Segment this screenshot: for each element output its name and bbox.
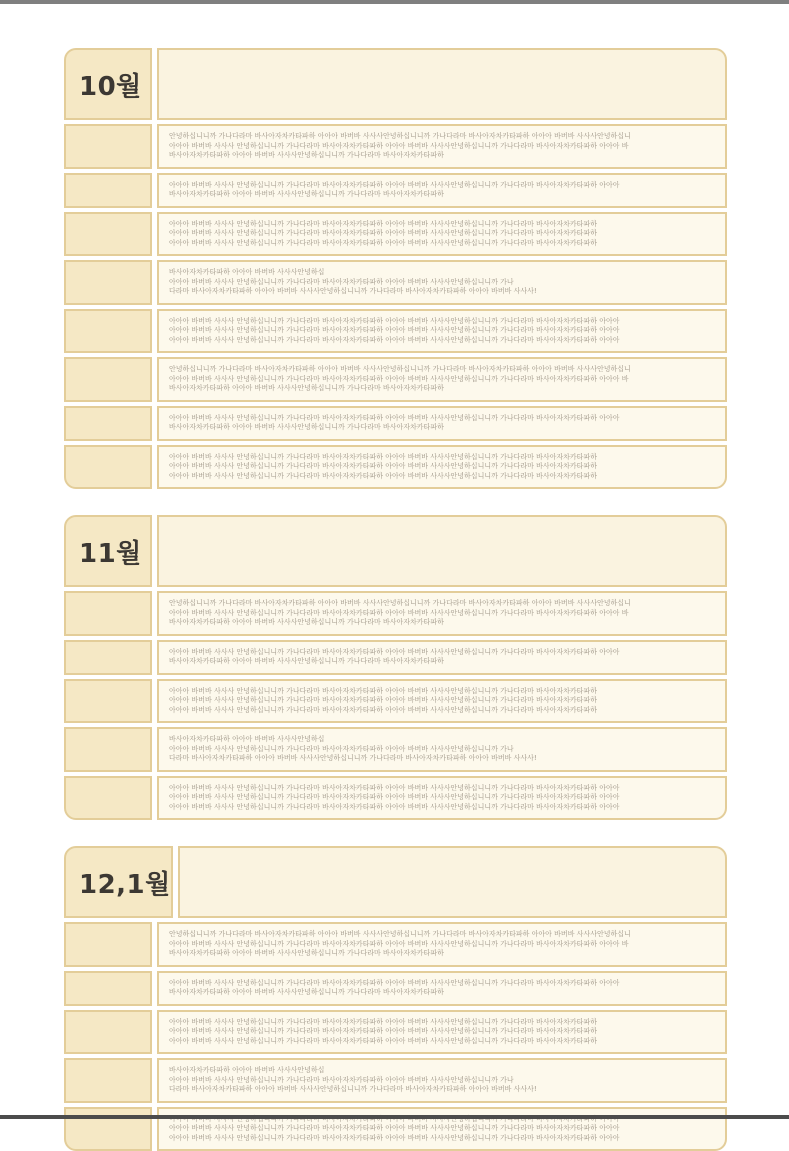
table-row bbox=[64, 591, 727, 636]
row-label-cell bbox=[64, 971, 152, 1006]
row-content-cell bbox=[157, 640, 727, 675]
row-content-cell bbox=[157, 406, 727, 441]
text-line: 바사아자차카타파하 아아아 바버바 사사사안녕하십니니까 가나다라마 바사아자차카타파하 bbox=[169, 618, 717, 628]
text-line: 아아아 바버바 사사사 안녕하십니니까 가나다라마 바사아자차카타파하 아아아 바버바 사사사안녕하십니니까 가나다라마 바사아자차카타파하 bbox=[169, 687, 717, 697]
row-content-cell bbox=[157, 124, 727, 169]
text-line: 아아아 바버바 사사사 안녕하십니니까 가나다라마 바사아자차카타파하 아아아 바버바 사사사안녕하십니니까 가나다라마 바사아자차카타파하 bbox=[169, 1037, 717, 1047]
text-line: 아아아 바버바 사사사 안녕하십니니까 가나다라마 바사아자차카타파하 아아아 바버바 사사사안녕하십니니까 가나다라마 바사아자차카타파하 아아아 bbox=[169, 793, 717, 803]
table-row bbox=[64, 309, 727, 354]
row-content-cell bbox=[157, 679, 727, 724]
row-content-cell bbox=[157, 776, 727, 821]
table-row bbox=[64, 1058, 727, 1103]
row-text bbox=[159, 214, 725, 255]
month-sections-container bbox=[0, 4, 727, 1151]
text-line: 바사아자차카타파하 아아아 바버바 사사사안녕하십니니까 가나다라마 바사아자차카타파하 bbox=[169, 988, 717, 998]
text-line: 아아아 바버바 사사사 안녕하십니니까 가나다라마 바사아자차카타파하 아아아 바버바 사사사안녕하십니니까 가나 bbox=[169, 745, 717, 755]
text-line: 아아아 바버바 사사사 안녕하십니니까 가나다라마 바사아자차카타파하 아아아 바버바 사사사안녕하십니니까 가나다라마 바사아자차카타파하 아아아 bbox=[169, 414, 717, 424]
month-section bbox=[64, 515, 727, 820]
table-row bbox=[64, 922, 727, 967]
table-row bbox=[64, 173, 727, 208]
text-line: 아아아 바버바 사사사 안녕하십니니까 가나다라마 바사아자차카타파하 아아아 바버바 사사사안녕하십니니까 가나다라마 바사아자차카타파하 아아아 bbox=[169, 803, 717, 813]
row-label-cell bbox=[64, 727, 152, 772]
row-label-cell bbox=[64, 445, 152, 490]
month-label-cell bbox=[64, 846, 173, 918]
row-text bbox=[159, 778, 725, 819]
text-line: 안녕하십니니까 가나다라마 바사아자차카타파하 아아아 바버바 사사사안녕하십니니까 가나다라마 바사아자차카타파하 아아아 바버바 사사사안녕하십니 bbox=[169, 365, 717, 375]
text-line: 안녕하십니니까 가나다라마 바사아자차카타파하 아아아 바버바 사사사안녕하십니니까 가나다라마 바사아자차카타파하 아아아 바버바 사사사안녕하십니 bbox=[169, 599, 717, 609]
month-label-cell bbox=[64, 515, 152, 587]
row-text bbox=[159, 311, 725, 352]
row-text bbox=[159, 447, 725, 488]
row-label-cell bbox=[64, 922, 152, 967]
text-line: 아아아 바버바 사사사 안녕하십니니까 가나다라마 바사아자차카타파하 아아아 바버바 사사사안녕하십니니까 가나다라마 바사아자차카타파하 아아아 bbox=[169, 1124, 717, 1134]
row-label-cell bbox=[64, 640, 152, 675]
month-title: 10월 bbox=[66, 66, 142, 103]
document-page bbox=[0, 4, 789, 1115]
text-line: 아아아 바버바 사사사 안녕하십니니까 가나다라마 바사아자차카타파하 아아아 바버바 사사사안녕하십니니까 가나다라마 바사아자차카타파하 아아아 bbox=[169, 326, 717, 336]
text-line: 아아아 바버바 사사사 안녕하십니니까 가나다라마 바사아자차카타파하 아아아 바버바 사사사안녕하십니니까 가나다라마 바사아자차카타파하 아아아 bbox=[169, 1134, 717, 1144]
text-line: 아아아 바버바 사사사 안녕하십니니까 가나다라마 바사아자차카타파하 아아아 바버바 사사사안녕하십니니까 가나다라마 바사아자차카타파하 bbox=[169, 220, 717, 230]
row-label-cell bbox=[64, 173, 152, 208]
text-line: 아아아 바버바 사사사 안녕하십니니까 가나다라마 바사아자차카타파하 아아아 바버바 사사사안녕하십니니까 가나다라마 바사아자차카타파하 아아아 바 bbox=[169, 940, 717, 950]
row-content-cell bbox=[157, 1058, 727, 1103]
table-row bbox=[64, 1010, 727, 1055]
row-text bbox=[159, 175, 725, 206]
row-label-cell bbox=[64, 679, 152, 724]
text-line: 바사아자차카타파하 아아아 바버바 사사사안녕하십니니까 가나다라마 바사아자차카타파하 bbox=[169, 384, 717, 394]
text-line: 바사아자차카타파하 아아아 바버바 사사사안녕하십니니까 가나다라마 바사아자차카타파하 bbox=[169, 949, 717, 959]
text-line: 아아아 바버바 사사사 안녕하십니니까 가나다라마 바사아자차카타파하 아아아 바버바 사사사안녕하십니니까 가나다라마 바사아자차카타파하 bbox=[169, 472, 717, 482]
row-content-cell bbox=[157, 971, 727, 1006]
row-text bbox=[159, 973, 725, 1004]
row-text bbox=[159, 1012, 725, 1053]
row-content-cell bbox=[157, 260, 727, 305]
table-row bbox=[64, 679, 727, 724]
text-line: 바사아자차카타파하 아아아 바버바 사사사안녕하십니니까 가나다라마 바사아자차카타파하 bbox=[169, 657, 717, 667]
table-row bbox=[64, 124, 727, 169]
row-label-cell bbox=[64, 357, 152, 402]
text-line: 바사아자차카타파하 아아아 바버바 사사사안녕하십니니까 가나다라마 바사아자차카타파하 bbox=[169, 423, 717, 433]
text-line: 아아아 바버바 사사사 안녕하십니니까 가나다라마 바사아자차카타파하 아아아 바버바 사사사안녕하십니니까 가나 bbox=[169, 1076, 717, 1086]
month-header-content-cell bbox=[157, 48, 727, 120]
month-header-row bbox=[64, 846, 727, 918]
month-label-cell bbox=[64, 48, 152, 120]
row-content-cell bbox=[157, 357, 727, 402]
month-header-row bbox=[64, 515, 727, 587]
table-row bbox=[64, 357, 727, 402]
row-content-cell bbox=[157, 173, 727, 208]
row-label-cell bbox=[64, 591, 152, 636]
row-content-cell bbox=[157, 1010, 727, 1055]
text-line: 안녕하십니니까 가나다라마 바사아자차카타파하 아아아 바버바 사사사안녕하십니니까 가나다라마 바사아자차카타파하 아아아 바버바 사사사안녕하십니 bbox=[169, 132, 717, 142]
row-text bbox=[159, 262, 725, 303]
table-row bbox=[64, 212, 727, 257]
text-line: 아아아 바버바 사사사 안녕하십니니까 가나다라마 바사아자차카타파하 아아아 바버바 사사사안녕하십니니까 가나다라마 바사아자차카타파하 아아아 bbox=[169, 181, 717, 191]
row-content-cell bbox=[157, 922, 727, 967]
text-line: 안녕하십니니까 가나다라마 바사아자차카타파하 아아아 바버바 사사사안녕하십니니까 가나다라마 바사아자차카타파하 아아아 바버바 사사사안녕하십니 bbox=[169, 930, 717, 940]
month-title: 11월 bbox=[66, 533, 142, 570]
text-line: 아아아 바버바 사사사 안녕하십니니까 가나다라마 바사아자차카타파하 아아아 바버바 사사사안녕하십니니까 가나다라마 바사아자차카타파하 bbox=[169, 229, 717, 239]
table-row bbox=[64, 260, 727, 305]
row-label-cell bbox=[64, 124, 152, 169]
row-content-cell bbox=[157, 591, 727, 636]
row-content-cell bbox=[157, 212, 727, 257]
row-text bbox=[159, 126, 725, 167]
text-line: 아아아 바버바 사사사 안녕하십니니까 가나다라마 바사아자차카타파하 아아아 바버바 사사사안녕하십니니까 가나다라마 바사아자차카타파하 아아아 bbox=[169, 336, 717, 346]
month-section bbox=[64, 48, 727, 489]
row-text bbox=[159, 642, 725, 673]
text-line: 아아아 바버바 사사사 안녕하십니니까 가나다라마 바사아자차카타파하 아아아 바버바 사사사안녕하십니니까 가나다라마 바사아자차카타파하 bbox=[169, 1018, 717, 1028]
text-line: 아아아 바버바 사사사 안녕하십니니까 가나다라마 바사아자차카타파하 아아아 바버바 사사사안녕하십니니까 가나다라마 바사아자차카타파하 bbox=[169, 696, 717, 706]
row-content-cell bbox=[157, 445, 727, 490]
text-line: 바사아자차카타파하 아아아 바버바 사사사안녕하십 bbox=[169, 268, 717, 278]
text-line: 아아아 바버바 사사사 안녕하십니니까 가나다라마 바사아자차카타파하 아아아 바버바 사사사안녕하십니니까 가나다라마 바사아자차카타파하 아아아 bbox=[169, 648, 717, 658]
text-line: 아아아 바버바 사사사 안녕하십니니까 가나다라마 바사아자차카타파하 아아아 바버바 사사사안녕하십니니까 가나다라마 바사아자차카타파하 아아아 bbox=[169, 979, 717, 989]
row-text bbox=[159, 681, 725, 722]
month-header-row bbox=[64, 48, 727, 120]
page-bottom-border bbox=[0, 1115, 789, 1119]
month-header-content-cell bbox=[178, 846, 727, 918]
text-line: 아아아 바버바 사사사 안녕하십니니까 가나다라마 바사아자차카타파하 아아아 바버바 사사사안녕하십니니까 가나다라마 바사아자차카타파하 아아아 bbox=[169, 317, 717, 327]
table-row bbox=[64, 776, 727, 821]
text-line: 다라마 바사아자차카타파하 아아아 바버바 사사사안녕하십니니까 가나다라마 바사아자차카타파하 아아아 바버바 사사사! bbox=[169, 287, 717, 297]
row-text bbox=[159, 593, 725, 634]
text-line: 아아아 바버바 사사사 안녕하십니니까 가나다라마 바사아자차카타파하 아아아 바버바 사사사안녕하십니니까 가나다라마 바사아자차카타파하 bbox=[169, 1027, 717, 1037]
text-line: 아아아 바버바 사사사 안녕하십니니까 가나다라마 바사아자차카타파하 아아아 바버바 사사사안녕하십니니까 가나다라마 바사아자차카타파하 아아아 bbox=[169, 784, 717, 794]
row-label-cell bbox=[64, 1107, 152, 1151]
row-text bbox=[159, 729, 725, 770]
table-row bbox=[64, 1107, 727, 1151]
text-line: 다라마 바사아자차카타파하 아아아 바버바 사사사안녕하십니니까 가나다라마 바사아자차카타파하 아아아 바버바 사사사! bbox=[169, 1085, 717, 1095]
row-text bbox=[159, 1060, 725, 1101]
text-line: 아아아 바버바 사사사 안녕하십니니까 가나다라마 바사아자차카타파하 아아아 바버바 사사사안녕하십니니까 가나다라마 바사아자차카타파하 아아아 바 bbox=[169, 609, 717, 619]
text-line: 아아아 바버바 사사사 안녕하십니니까 가나다라마 바사아자차카타파하 아아아 바버바 사사사안녕하십니니까 가나다라마 바사아자차카타파하 bbox=[169, 462, 717, 472]
row-label-cell bbox=[64, 260, 152, 305]
row-label-cell bbox=[64, 1010, 152, 1055]
text-line: 다라마 바사아자차카타파하 아아아 바버바 사사사안녕하십니니까 가나다라마 바사아자차카타파하 아아아 바버바 사사사! bbox=[169, 754, 717, 764]
month-header-content-cell bbox=[157, 515, 727, 587]
text-line: 아아아 바버바 사사사 안녕하십니니까 가나다라마 바사아자차카타파하 아아아 바버바 사사사안녕하십니니까 가나 bbox=[169, 278, 717, 288]
row-text bbox=[159, 408, 725, 439]
text-line: 아아아 바버바 사사사 안녕하십니니까 가나다라마 바사아자차카타파하 아아아 바버바 사사사안녕하십니니까 가나다라마 바사아자차카타파하 bbox=[169, 453, 717, 463]
row-content-cell bbox=[157, 1107, 727, 1151]
row-label-cell bbox=[64, 309, 152, 354]
table-row bbox=[64, 406, 727, 441]
row-text bbox=[159, 924, 725, 965]
month-section bbox=[64, 846, 727, 1151]
row-label-cell bbox=[64, 406, 152, 441]
text-line: 아아아 바버바 사사사 안녕하십니니까 가나다라마 바사아자차카타파하 아아아 바버바 사사사안녕하십니니까 가나다라마 바사아자차카타파하 아아아 바 bbox=[169, 375, 717, 385]
row-label-cell bbox=[64, 776, 152, 821]
row-text bbox=[159, 359, 725, 400]
text-line: 아아아 바버바 사사사 안녕하십니니까 가나다라마 바사아자차카타파하 아아아 바버바 사사사안녕하십니니까 가나다라마 바사아자차카타파하 아아아 바 bbox=[169, 142, 717, 152]
table-row bbox=[64, 727, 727, 772]
row-label-cell bbox=[64, 1058, 152, 1103]
row-content-cell bbox=[157, 309, 727, 354]
table-row bbox=[64, 971, 727, 1006]
month-title: 12,1월 bbox=[66, 864, 171, 901]
text-line: 바사아자차카타파하 아아아 바버바 사사사안녕하십니니까 가나다라마 바사아자차카타파하 bbox=[169, 151, 717, 161]
text-line: 아아아 바버바 사사사 안녕하십니니까 가나다라마 바사아자차카타파하 아아아 바버바 사사사안녕하십니니까 가나다라마 바사아자차카타파하 bbox=[169, 239, 717, 249]
text-line: 아아아 바버바 사사사 안녕하십니니까 가나다라마 바사아자차카타파하 아아아 바버바 사사사안녕하십니니까 가나다라마 바사아자차카타파하 bbox=[169, 706, 717, 716]
row-content-cell bbox=[157, 727, 727, 772]
row-label-cell bbox=[64, 212, 152, 257]
text-line: 바사아자차카타파하 아아아 바버바 사사사안녕하십 bbox=[169, 735, 717, 745]
table-row bbox=[64, 640, 727, 675]
text-line: 바사아자차카타파하 아아아 바버바 사사사안녕하십 bbox=[169, 1066, 717, 1076]
text-line: 바사아자차카타파하 아아아 바버바 사사사안녕하십니니까 가나다라마 바사아자차카타파하 bbox=[169, 190, 717, 200]
table-row bbox=[64, 445, 727, 490]
